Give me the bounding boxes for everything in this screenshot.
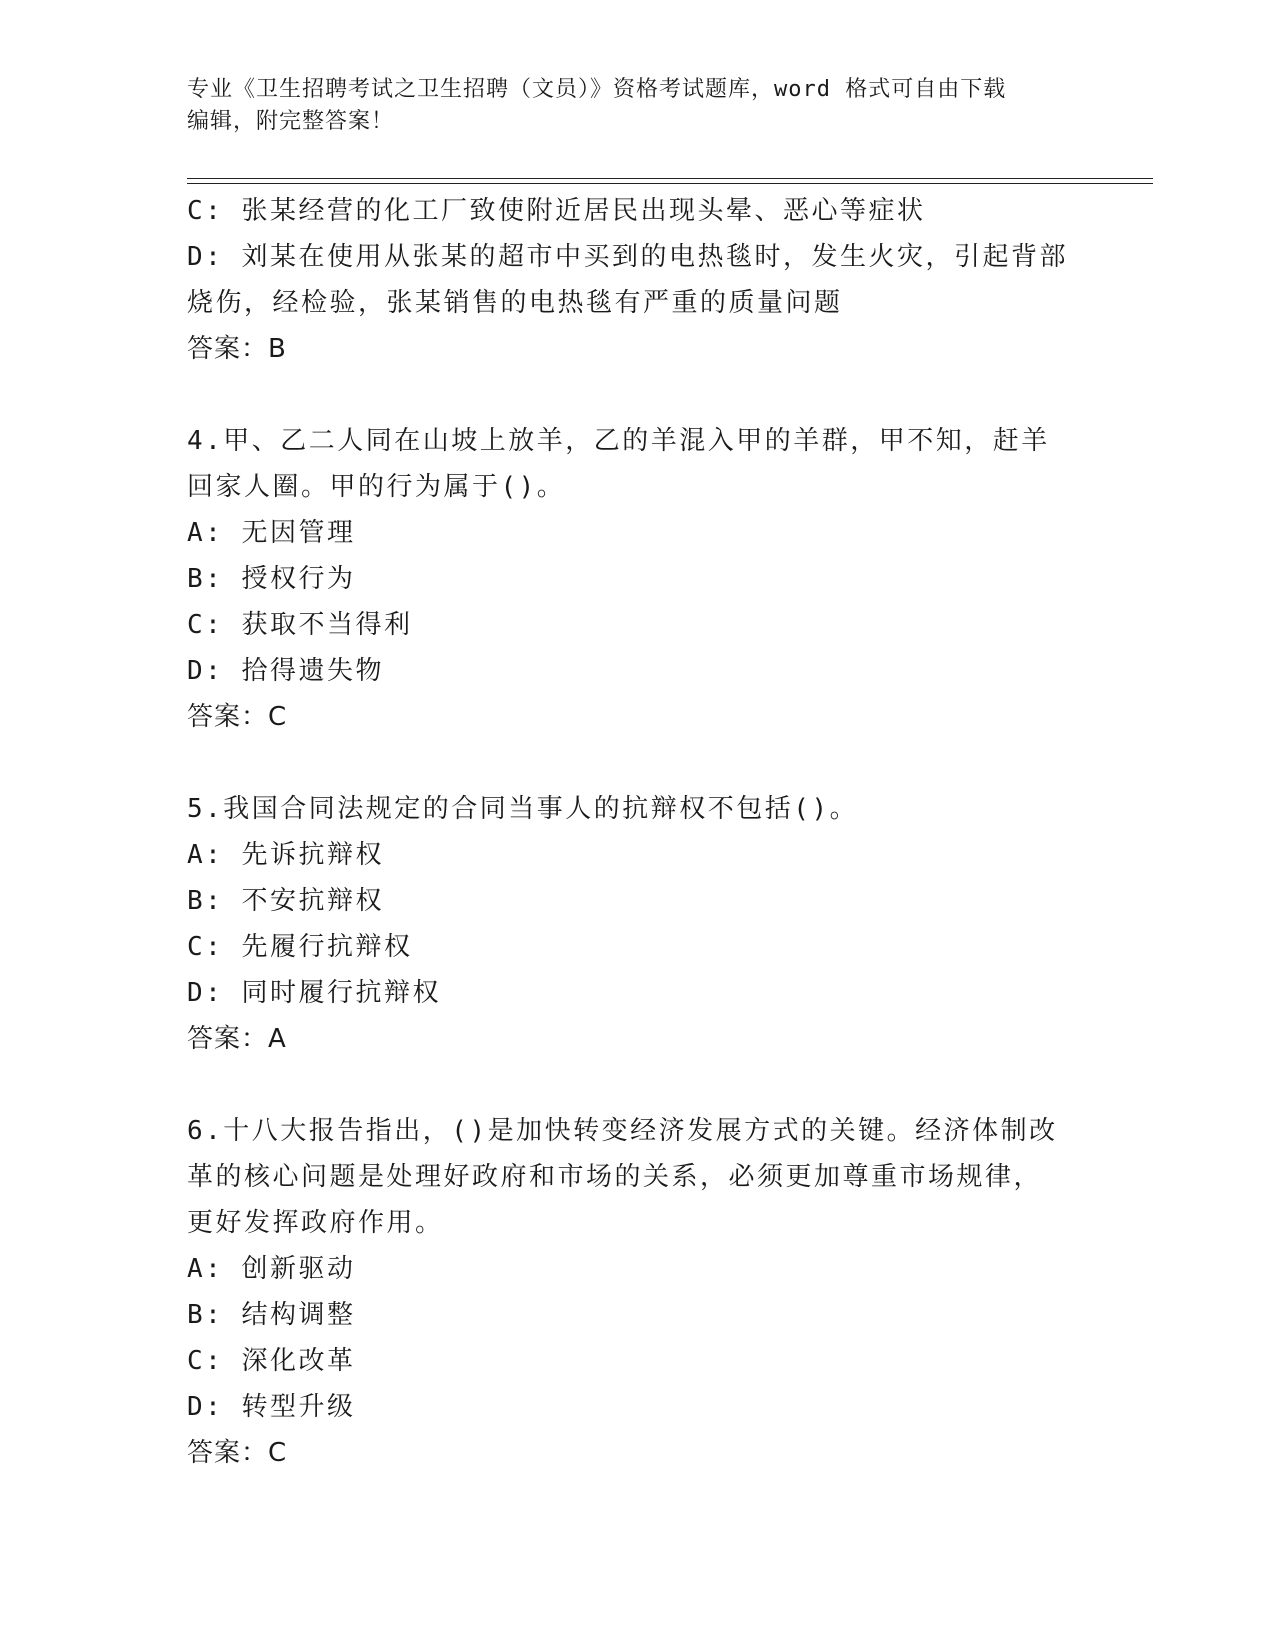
document-header bbox=[187, 74, 1067, 138]
option-b: B: 不安抗辩权 bbox=[187, 886, 384, 916]
option-d-line-1: D: 刘某在使用从张某的超市中买到的电热毯时，发生火灾，引起背部 bbox=[187, 242, 1068, 272]
header-divider-top bbox=[187, 178, 1153, 179]
question-stem-line-1: 6.十八大报告指出，()是加快转变经济发展方式的关键。经济体制改 bbox=[187, 1116, 1058, 1146]
option-c: C: 深化改革 bbox=[187, 1346, 356, 1376]
header-divider-bottom bbox=[187, 183, 1153, 184]
header-line-1: 专业《卫生招聘考试之卫生招聘（文员）》资格考试题库，word 格式可自由下载 bbox=[187, 77, 1007, 102]
option-c: C: 先履行抗辩权 bbox=[187, 932, 413, 962]
option-a: A: 创新驱动 bbox=[187, 1254, 356, 1284]
option-c: C: 张某经营的化工厂致使附近居民出现头晕、恶心等症状 bbox=[187, 196, 926, 226]
header-line-2: 编辑，附完整答案！ bbox=[187, 109, 395, 134]
question-stem-line-2: 回家人圈。甲的行为属于()。 bbox=[187, 472, 566, 502]
question-stem-line-3: 更好发挥政府作用。 bbox=[187, 1208, 444, 1238]
option-d: D: 转型升级 bbox=[187, 1392, 356, 1422]
question-stem-line-1: 5.我国合同法规定的合同当事人的抗辩权不包括()。 bbox=[187, 794, 859, 824]
option-d: D: 同时履行抗辩权 bbox=[187, 978, 441, 1008]
question-5 bbox=[187, 786, 1067, 1062]
question-stem-line-2: 革的核心问题是处理好政府和市场的关系，必须更加尊重市场规律， bbox=[187, 1162, 1043, 1192]
option-a: A: 先诉抗辩权 bbox=[187, 840, 384, 870]
question-3 bbox=[187, 188, 1067, 372]
answer: 答案：C bbox=[187, 1438, 288, 1468]
option-b: B: 结构调整 bbox=[187, 1300, 356, 1330]
option-b: B: 授权行为 bbox=[187, 564, 356, 594]
option-a: A: 无因管理 bbox=[187, 518, 356, 548]
answer: 答案：C bbox=[187, 702, 288, 732]
option-c: C: 获取不当得利 bbox=[187, 610, 413, 640]
answer: 答案：A bbox=[187, 1024, 287, 1054]
question-list bbox=[187, 188, 1067, 1476]
answer: 答案：B bbox=[187, 334, 287, 364]
option-d: D: 拾得遗失物 bbox=[187, 656, 384, 686]
question-6 bbox=[187, 1108, 1067, 1476]
question-4 bbox=[187, 418, 1067, 740]
question-stem-line-1: 4.甲、乙二人同在山坡上放羊，乙的羊混入甲的羊群，甲不知，赶羊 bbox=[187, 426, 1050, 456]
option-d-line-2: 烧伤，经检验，张某销售的电热毯有严重的质量问题 bbox=[187, 288, 843, 318]
